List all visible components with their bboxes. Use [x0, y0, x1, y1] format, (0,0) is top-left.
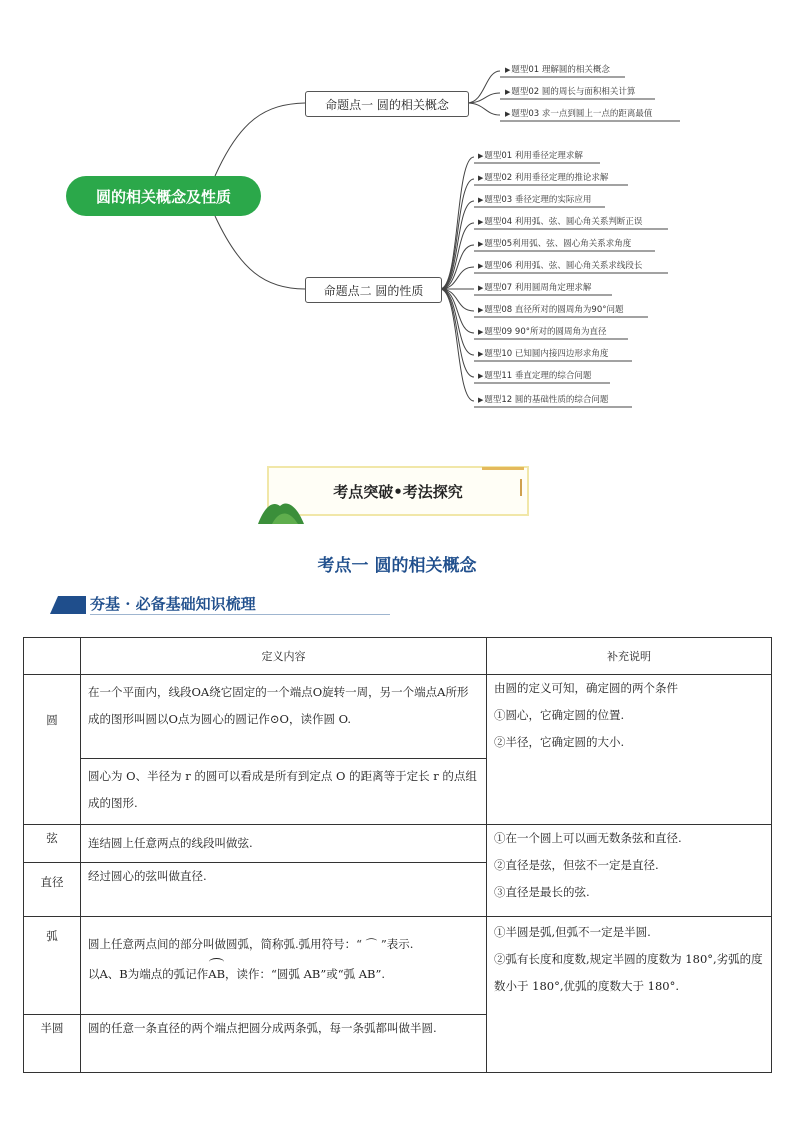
header-definition: 定义内容 [81, 638, 487, 675]
mindmap-leaf: ▶ 题型09 90°所对的圆周角为直径 [478, 326, 606, 338]
note-line: ③直径是最长的弦. [494, 885, 590, 899]
mindmap-connectors [0, 0, 794, 440]
note-line: ①在一个圆上可以画无数条弦和直径. [494, 831, 682, 845]
definition-diameter: 经过圆心的弦叫做直径. [81, 863, 487, 917]
term-arc: 弧 [24, 917, 81, 1015]
banner-title: 考点突破•考法探究 [333, 482, 463, 501]
mindmap-leaf: ▶ 题型03 求一点到圆上一点的距离最值 [505, 108, 652, 120]
mindmap-leaf: ▶ 题型12 圆的基础性质的综合问题 [478, 394, 608, 406]
mindmap-leaf: ▶ 题型05利用弧、弦、圆心角关系求角度 [478, 238, 631, 250]
section-banner [267, 466, 529, 516]
mindmap-branch-1: 命题点一 圆的相关概念 [305, 91, 469, 117]
mindmap-leaf: ▶ 题型03 垂径定理的实际应用 [478, 194, 591, 206]
section-title: 考点一 圆的相关概念 [317, 556, 477, 576]
mindmap-leaf: ▶ 题型01 利用垂径定理求解 [478, 150, 583, 162]
note-line: 由圆的定义可知，确定圆的两个条件 [494, 681, 678, 695]
term-diameter: 直径 [24, 863, 81, 917]
table-header-row [24, 638, 772, 675]
note-line: ①圆心，它确定圆的位置. [494, 708, 625, 722]
arc-def-line-2 [88, 959, 479, 989]
table-row [24, 917, 772, 1015]
mindmap-leaf: ▶ 题型07 利用圆周角定理求解 [478, 282, 591, 294]
mindmap-leaf: ▶ 题型02 利用垂径定理的推论求解 [478, 172, 608, 184]
term-chord: 弦 [24, 825, 81, 863]
definition-circle-1: 在一个平面内，线段OA绕它固定的一个端点O旋转一周，另一个端点A所形成的图形叫圆以O点为圆心的圆记作⊙O，读作圆 O. [81, 675, 487, 759]
mindmap-leaf: ▶ 题型02 圆的周长与面积相关计算 [505, 86, 635, 98]
banner-accent [520, 479, 522, 496]
mindmap-leaf: ▶ 题型10 已知圆内接四边形求角度 [478, 348, 608, 360]
mindmap-root: 圆的相关概念及性质 [66, 176, 261, 216]
note-line: ②直径是弦，但弦不一定是直径. [494, 858, 659, 872]
header-term [24, 638, 81, 675]
note-line: ①半圆是弧,但弧不一定是半圆. [494, 925, 651, 939]
term-semicircle: 半圆 [24, 1015, 81, 1073]
note-line: ②半径，它确定圆的大小. [494, 735, 625, 749]
subheading-title: 夯基 · 必备基础知识梳理 [90, 595, 256, 613]
term-circle: 圆 [24, 675, 81, 825]
subheading-marker-icon [50, 592, 90, 614]
arc-def-line-1: 圆上任意两点间的部分叫做圆弧，简称弧.弧用符号：“ ⌒ ”表示. [88, 937, 414, 951]
arc-def-suffix: ，读作：“圆弧 AB”或“弧 AB”. [225, 967, 386, 981]
table-row [24, 675, 772, 759]
mindmap-leaf: ▶ 题型08 直径所对的圆周角为90°问题 [478, 304, 623, 316]
subheading-underline [90, 614, 390, 615]
table-row [24, 825, 772, 863]
mindmap-leaf: ▶ 题型11 垂直定理的综合问题 [478, 370, 591, 382]
hills-icon [258, 498, 304, 524]
banner-accent [482, 467, 524, 470]
mindmap-leaf: ▶ 题型01 理解圆的相关概念 [505, 64, 610, 76]
arc-ab-symbol: AB [208, 959, 225, 989]
note-circle [487, 675, 772, 825]
definition-circle-2: 圆心为 O、半径为 r 的圆可以看成是所有到定点 O 的距离等于定长 r 的点组成的图形. [81, 759, 487, 825]
arc-def-prefix: 以A、B为端点的弧记作 [88, 967, 209, 981]
definition-arc [81, 917, 487, 1015]
definition-chord: 连结圆上任意两点的线段叫做弦. [81, 825, 487, 863]
mindmap-leaf: ▶ 题型04 利用弧、弦、圆心角关系判断正误 [478, 216, 642, 228]
mindmap-leaf: ▶ 题型06 利用弧、弦、圆心角关系求线段长 [478, 260, 642, 272]
note-chord [487, 825, 772, 917]
knowledge-table [23, 637, 772, 1073]
note-line: ②弧有长度和度数,规定半圆的度数为 180°,劣弧的度数小于 180°,优弧的度数大于 180°. [494, 952, 763, 993]
note-arc [487, 917, 772, 1073]
mindmap-branch-2: 命题点二 圆的性质 [305, 277, 442, 303]
definition-semicircle: 圆的任意一条直径的两个端点把圆分成两条弧，每一条弧都叫做半圆. [81, 1015, 487, 1073]
header-note: 补充说明 [487, 638, 772, 675]
